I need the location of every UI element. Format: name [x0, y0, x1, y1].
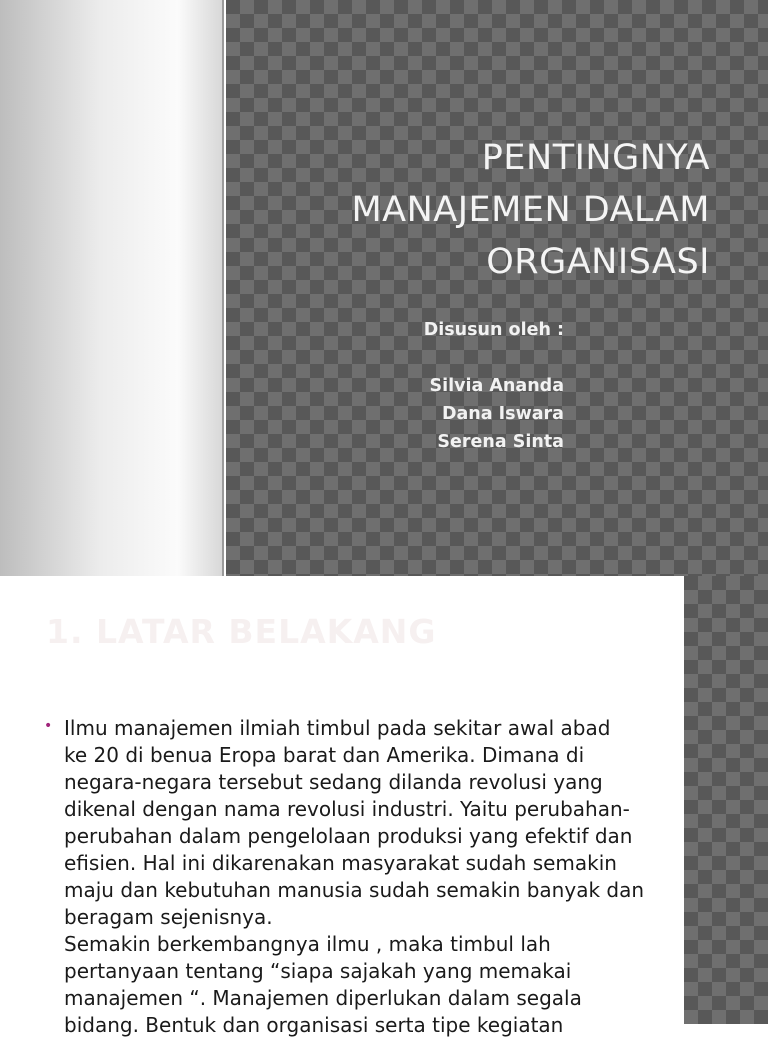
author-label: Disusun oleh :: [423, 320, 564, 340]
body-line: dikenal dengan nama revolusi industri. Yaitu perubahan-: [64, 797, 630, 821]
body-line: negara-negara tersebut sedang dilanda revolusi yang: [64, 770, 603, 794]
body-line: efisien. Hal ini dikarenakan masyarakat sudah semakin: [64, 851, 617, 875]
title-line: MANAJEMEN DALAM: [351, 190, 710, 230]
body-line: Semakin berkembangnya ilmu , maka timbul lah: [64, 932, 551, 956]
checker-pattern-strip: [684, 576, 768, 1024]
gradient-panel: [0, 0, 224, 576]
title-line: ORGANISASI: [486, 242, 710, 282]
slide-title: [270, 132, 710, 288]
bullet-icon: •: [44, 718, 53, 734]
section-heading: 1. LATAR BELAKANG: [46, 612, 437, 651]
checker-pattern-panel: [226, 0, 768, 576]
author-name: Dana Iswara: [441, 404, 564, 424]
body-line: maju dan kebutuhan manusia sudah semakin banyak dan: [64, 878, 645, 902]
body-line: manajemen “. Manajemen diperlukan dalam segala: [64, 986, 582, 1010]
body-line: Ilmu manajemen ilmiah timbul pada sekitar awal abad: [64, 716, 611, 740]
body-line: pertanyaan tentang “siapa sajakah yang memakai: [64, 959, 572, 983]
spacer: [264, 344, 564, 372]
author-name: Silvia Ananda: [429, 376, 564, 396]
author-name: Serena Sinta: [437, 432, 564, 452]
title-line: PENTINGNYA: [481, 138, 710, 178]
body-text: [64, 715, 676, 1039]
slide-subtitle: [264, 316, 564, 456]
content-slide: [0, 576, 768, 1037]
body-line: perubahan dalam pengelolaan produksi yang efektif dan: [64, 824, 633, 848]
body-line: beragam sejenisnya.: [64, 905, 273, 929]
body-line: ke 20 di benua Eropa barat dan Amerika. Dimana di: [64, 743, 585, 767]
body-line: bidang. Bentuk dan organisasi serta tipe kegiatan: [64, 1013, 564, 1037]
